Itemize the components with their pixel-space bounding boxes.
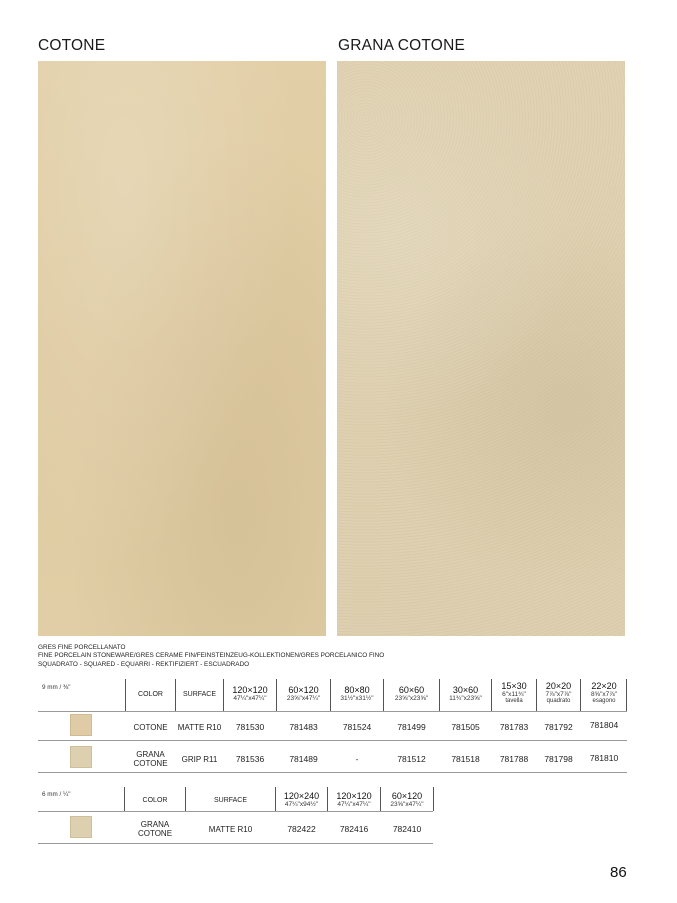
- header-size: 60×120 23⅝"x47¼": [286, 685, 321, 702]
- description-line: FINE PORCELAIN STONEWARE/GRES CERAME FIN/FEINSTEINZEUG-KOLLEKTIONEN/GRES PORCELANICO FINO: [38, 652, 385, 660]
- tile-image-cotone: [38, 61, 326, 636]
- header-size: 120×120 47¼"x47¼": [336, 791, 372, 808]
- divider: [433, 787, 434, 811]
- product-description: [38, 644, 384, 669]
- divider: [38, 772, 627, 773]
- header-size: 22×20 8⅝"x7⅞" esagono: [591, 681, 617, 704]
- product-code: 781489: [289, 754, 318, 764]
- header-color: COLOR: [138, 691, 163, 698]
- header-surface: SURFACE: [182, 691, 217, 698]
- header-size: 20×20 7⅞"x7⅞" quadrato: [545, 681, 572, 704]
- color-swatch-grana-cotone: [70, 746, 92, 768]
- header-color: COLOR: [142, 797, 168, 804]
- divider: [38, 811, 433, 812]
- header-size: 120×120 47¼"x47¼": [232, 685, 268, 702]
- row-color: COTONE: [133, 723, 168, 732]
- product-code: 781798: [544, 754, 573, 764]
- product-code: 782422: [287, 824, 316, 834]
- thickness-label-9mm: 9 mm / ⅜": [42, 684, 71, 691]
- divider: [38, 843, 433, 844]
- header-size: 120×240 47¼"x94½": [283, 791, 320, 808]
- collection-title-cotone: COTONE: [38, 37, 106, 54]
- product-code: 782410: [392, 824, 422, 834]
- divider: [38, 711, 627, 712]
- description-line: SQUADRATO - SQUARED - EQUARRI - REKTIFIZIERT - ESCUADRADO: [38, 660, 250, 668]
- product-code: 781499: [397, 722, 426, 732]
- header-surface: SURFACE: [213, 797, 248, 804]
- row-color: GRANA COTONE: [133, 750, 168, 768]
- description-line: GRES FINE PORCELLANATO: [38, 644, 126, 651]
- tile-image-grana-cotone: [337, 61, 625, 636]
- header-size: 30×60 11¾"x23⅝": [449, 685, 482, 702]
- product-code: -: [355, 754, 359, 764]
- header-size: 60×60 23⅝"x23⅝": [394, 685, 429, 702]
- product-code: 782416: [339, 824, 369, 834]
- header-size: 60×120 23⅝"x47¼": [390, 791, 424, 808]
- divider: [38, 740, 627, 741]
- thickness-label-6mm: 6 mm / ¼": [42, 791, 71, 798]
- page-number: 86: [610, 864, 627, 881]
- color-swatch-grana-cotone: [70, 816, 92, 838]
- product-code: 781536: [235, 754, 265, 764]
- header-size: 80×80 31½"x31½": [340, 685, 374, 702]
- product-code: 781518: [451, 754, 480, 764]
- header-size: 15×30 6"x11¾" tavella: [501, 681, 527, 704]
- product-code: 781804: [589, 720, 619, 730]
- product-code: 781810: [589, 753, 619, 763]
- row-surface: GRIP R11: [181, 755, 218, 764]
- product-code: 781530: [235, 722, 265, 732]
- collection-title-grana-cotone: GRANA COTONE: [338, 37, 465, 54]
- product-code: 781788: [499, 754, 529, 764]
- row-surface: MATTE R10: [177, 723, 222, 732]
- row-color: GRANA COTONE: [137, 820, 173, 838]
- product-code: 781512: [397, 754, 426, 764]
- product-code: 781792: [544, 722, 573, 732]
- product-code: 781483: [289, 722, 318, 732]
- color-swatch-cotone: [70, 714, 92, 736]
- product-code: 781783: [499, 722, 529, 732]
- row-surface: MATTE R10: [208, 825, 253, 834]
- product-code: 781524: [342, 722, 372, 732]
- product-code: 781505: [451, 722, 480, 732]
